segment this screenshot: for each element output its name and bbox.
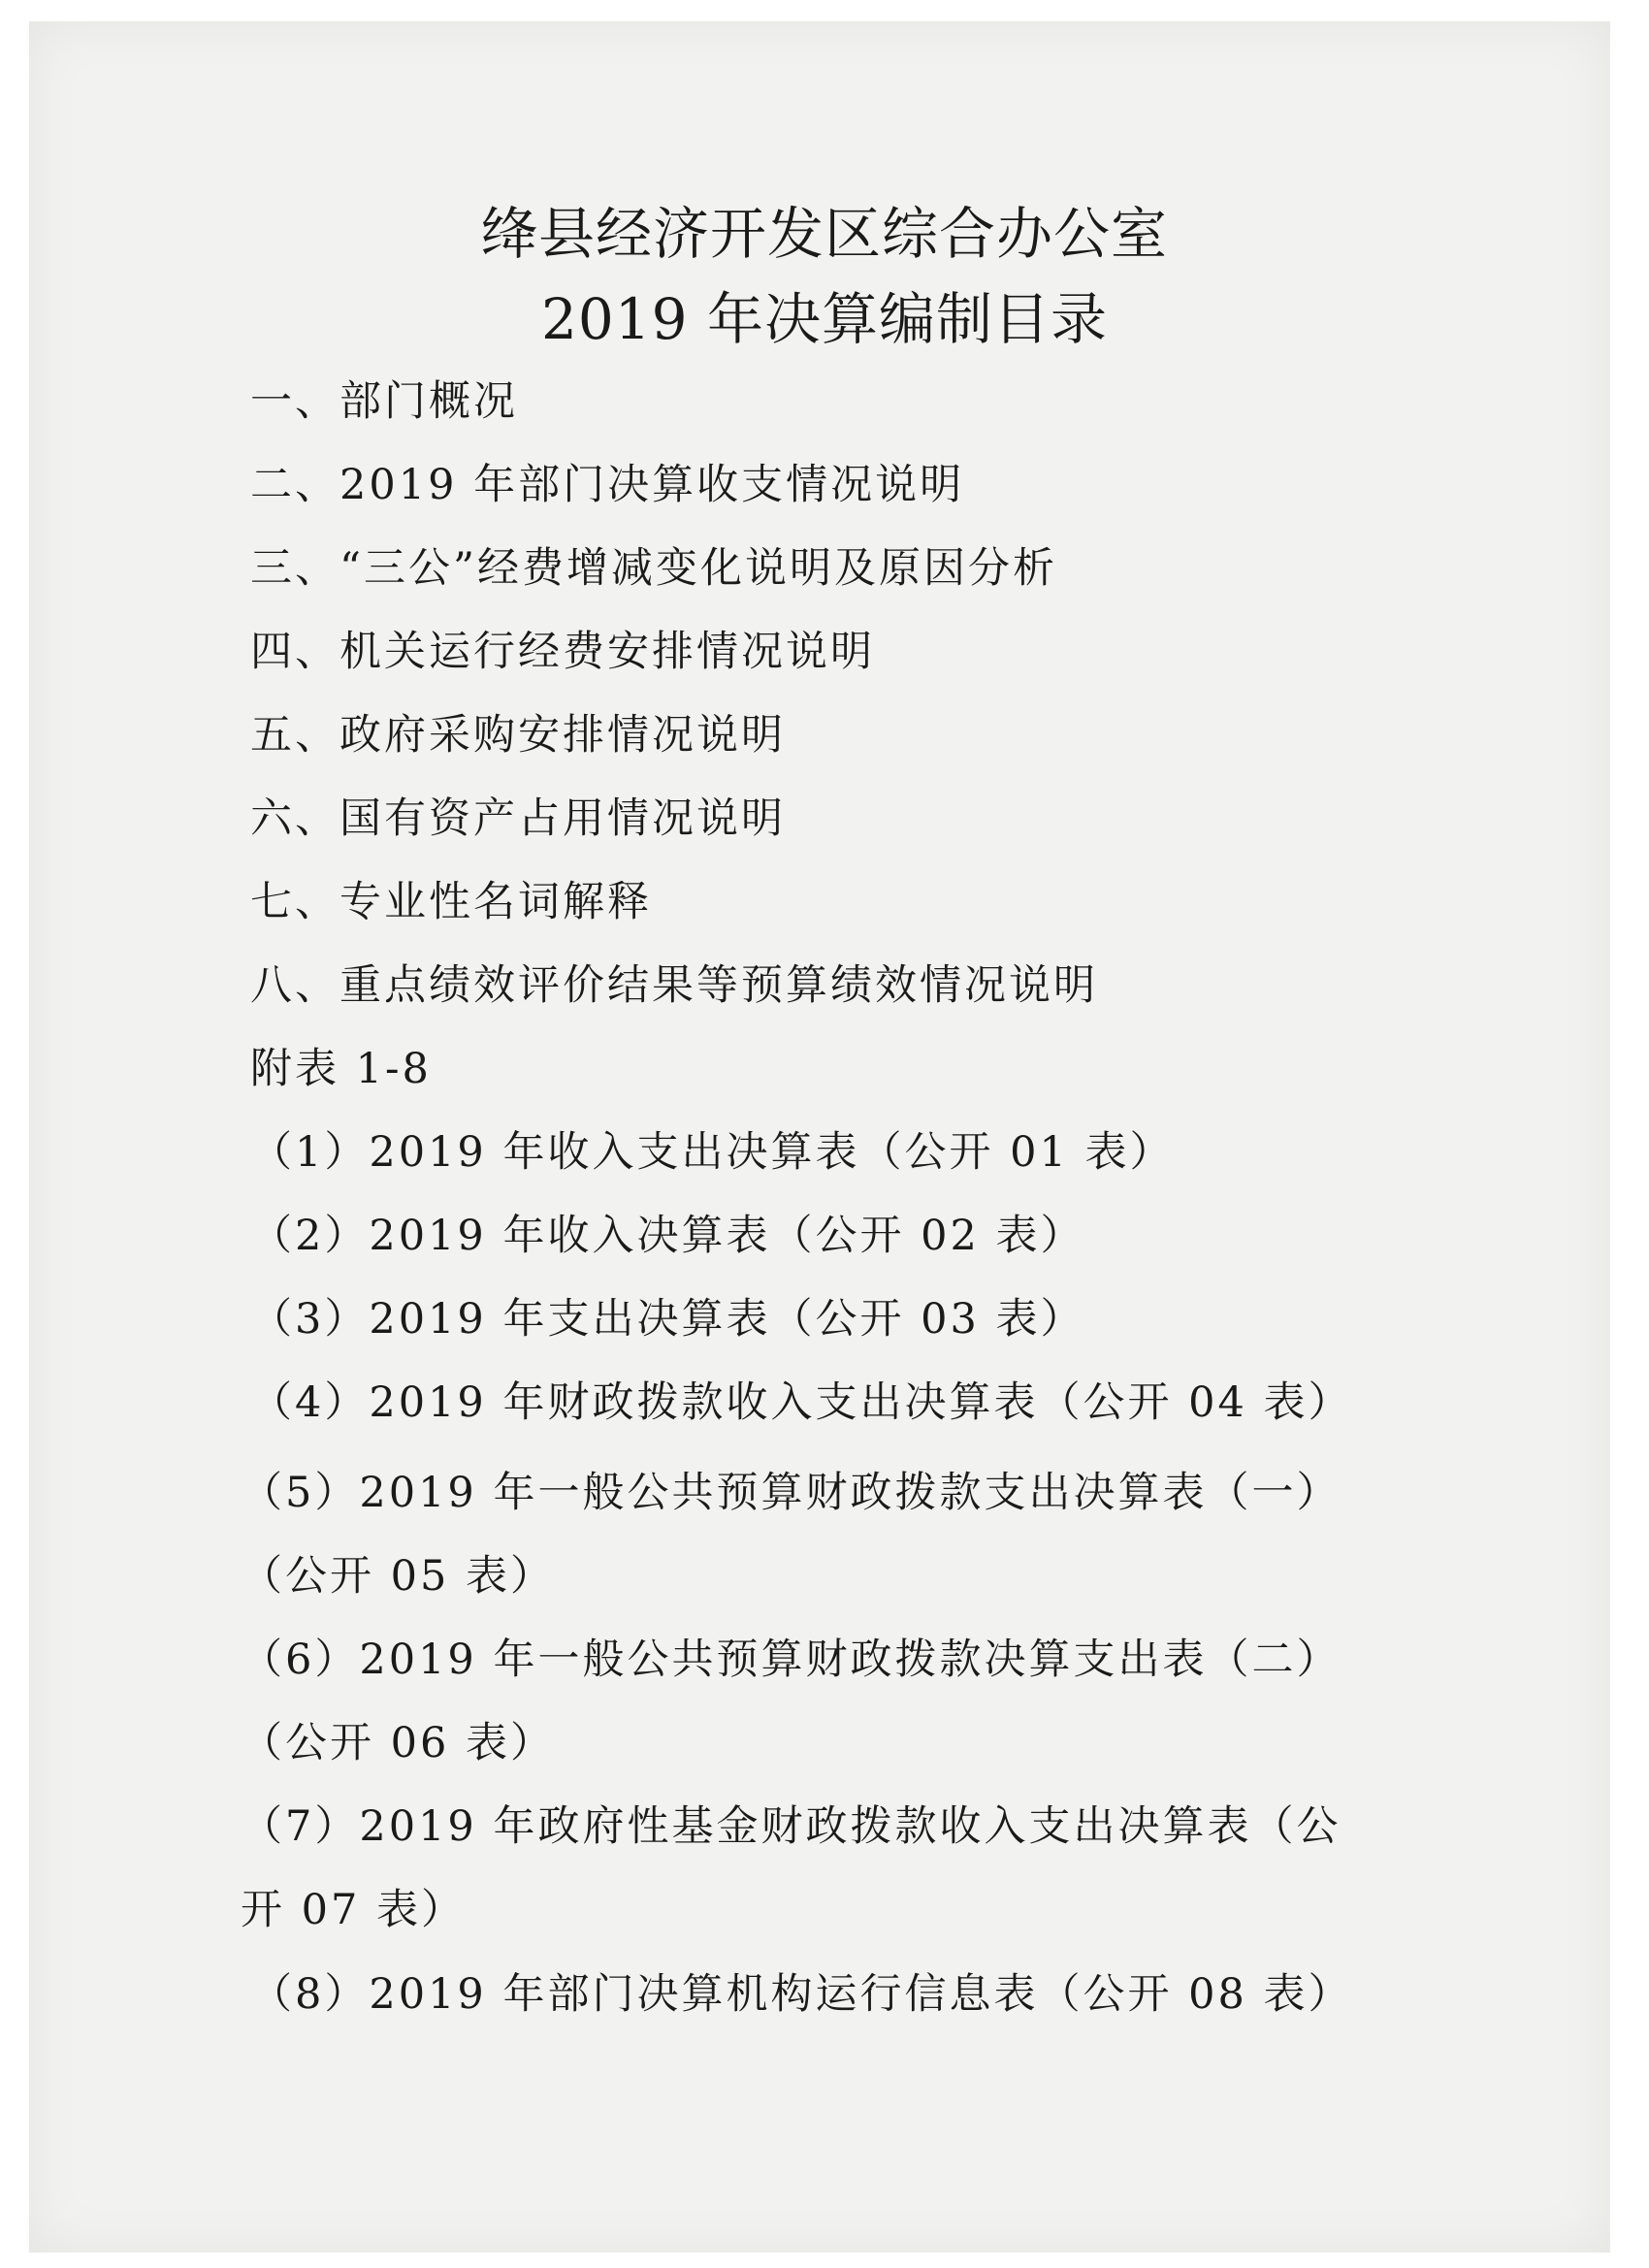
appendix-item-2: （2）2019 年收入决算表（公开 02 表） xyxy=(250,1212,1085,1260)
toc-section-1: 一、部门概况 xyxy=(250,377,518,426)
appendix-item-3: （3）2019 年支出决算表（公开 03 表） xyxy=(250,1295,1085,1344)
document-title: 绛县经济开发区综合办公室 xyxy=(480,201,1168,267)
toc-section-3: 三、“三公”经费增减变化说明及原因分析 xyxy=(250,544,1057,593)
appendix-item-1: （1）2019 年收入支出决算表（公开 01 表） xyxy=(250,1128,1175,1177)
appendix-item-7: （7）2019 年政府性基金财政拨款收入支出决算表（公开 07 表） xyxy=(241,1802,1342,1934)
toc-section-5: 五、政府采购安排情况说明 xyxy=(250,711,786,760)
appendix-heading: 附表 1-8 xyxy=(250,1045,432,1093)
toc-section-2: 二、2019 年部门决算收支情况说明 xyxy=(250,461,965,509)
appendix-item-5: （5）2019 年一般公共预算财政拨款支出决算表（一）（公开 05 表） xyxy=(241,1469,1342,1601)
toc-section-4: 四、机关运行经费安排情况说明 xyxy=(250,628,875,676)
toc-section-8: 八、重点绩效评价结果等预算绩效情况说明 xyxy=(250,961,1098,1010)
appendix-item-8: （8）2019 年部门决算机构运行信息表（公开 08 表） xyxy=(250,1970,1353,2019)
document-subtitle: 2019 年决算编制目录 xyxy=(540,286,1109,352)
toc-section-7: 七、专业性名词解释 xyxy=(250,878,652,926)
appendix-item-6: （6）2019 年一般公共预算财政拨款决算支出表（二）（公开 06 表） xyxy=(241,1636,1342,1767)
toc-section-6: 六、国有资产占用情况说明 xyxy=(250,794,786,843)
appendix-item-4: （4）2019 年财政拨款收入支出决算表（公开 04 表） xyxy=(250,1378,1353,1427)
